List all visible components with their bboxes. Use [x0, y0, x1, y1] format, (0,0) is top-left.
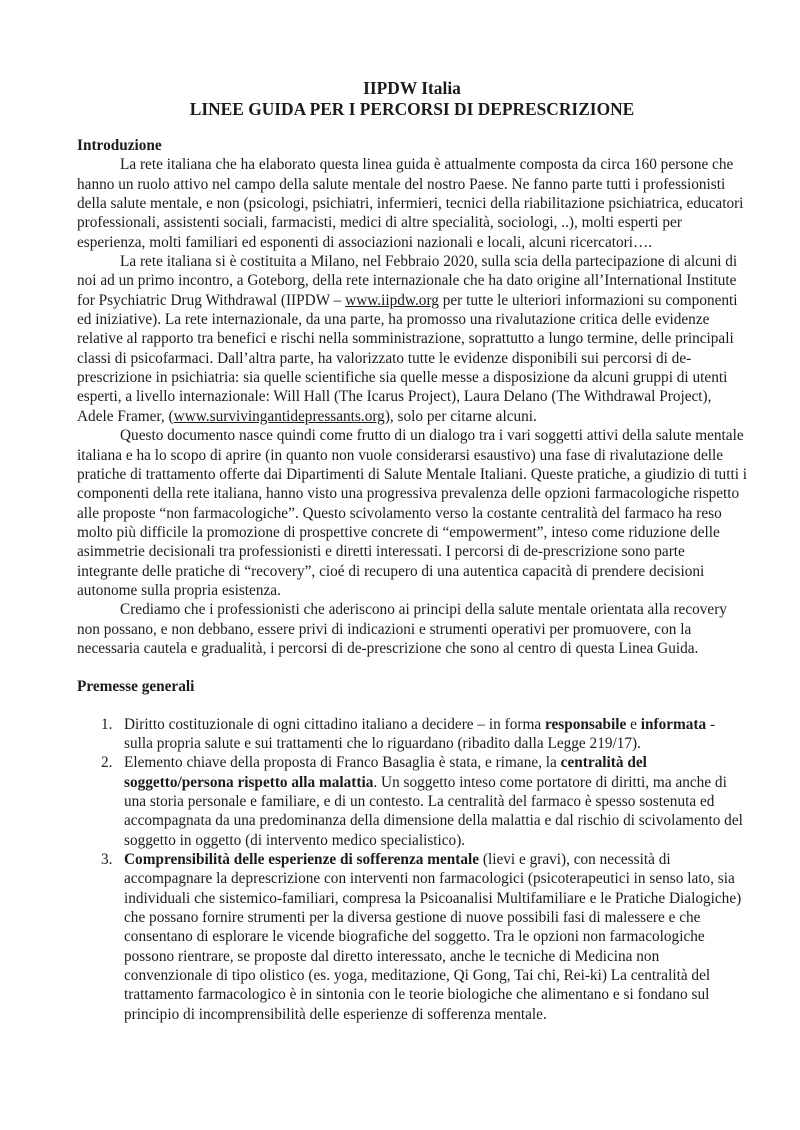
premise-text: Elemento chiave della proposta di Franco Basaglia è stata, e rimane, la	[124, 754, 561, 772]
premise-text: e	[626, 715, 641, 733]
premises-section	[77, 677, 747, 1024]
list-number: 2.	[101, 754, 113, 772]
premises-list	[77, 715, 747, 1025]
iipdw-link[interactable]: www.iipdw.org	[345, 291, 439, 309]
premises-heading: Premesse generali	[77, 678, 195, 696]
intro-p2-text-a: La rete italiana si è costituita a Milano, nel Febbraio 2020, sulla scia della partecipazione di alcuni di noi ad un primo incontro, a Goteborg, della rete internazionale che ha dato origine all’International Institute for Psychiatric Drug Withdrawal (IIPDW –	[77, 253, 738, 309]
premise-emphasis: informata	[640, 715, 707, 733]
premise-text: - sulla propria salute e sui trattamenti che lo riguardano (ribadito dalla Legge 219/17).	[124, 715, 716, 752]
title-line-1: IIPDW Italia	[363, 78, 461, 98]
spacer	[77, 697, 747, 715]
premise-item-2	[77, 753, 747, 850]
premise-item-3	[77, 850, 747, 1024]
introduction-section	[77, 136, 747, 658]
premise-emphasis: responsabile	[544, 715, 627, 733]
premise-emphasis: Comprensibilità delle esperienze di sofferenza mentale	[124, 851, 480, 869]
intro-p2-text-b: per tutte le ulteriori informazioni su componenti ed iniziative). La rete internazionale, da una parte, ha promosso una rivalutazione critica delle evidenze relative al rapporto tra benefici e rischi nella somministrazione, soprattutto a lungo termine, delle principali classi di psicofarmaci. Dall’altra parte, ha valorizzato tutte le evidenze disponibili sui percorsi di de-prescrizione in psichiatria: sia quelle scientifiche sia quelle messe a disposizione da alcuni gruppi di utenti esperti, a livello internazionale: Will Hall (The Icarus Project), Laura Delano (The Withdrawal Project), Adele Framer, (	[77, 291, 738, 425]
survivingantidepressants-link[interactable]: www.survivingantidepressants.org	[173, 407, 385, 425]
intro-paragraph-3: Questo documento nasce quindi come frutto di un dialogo tra i vari soggetti attivi della salute mentale italiana e ha lo scopo di aprire (in quanto non vuole considerarsi esaustivo) una fase di rivalutazione delle pratiche di trattamento offerte dai Dipartimenti di Salute Mentale Italiani. Queste pratiche, a giudizio di tutti i componenti della rete italiana, hanno visto una progressiva prevalenza delle opzioni farmacologiche rispetto alle proposte “non farmacologiche”. Questo scivolamento verso la costante centralità del farmaco ha reso molto più difficile la promozione di prospettive concrete di “empowerment”, inteso come riduzione delle asimmetrie decisionali tra professionisti e diretti interessati. I percorsi di de-prescrizione sono parte integrante delle pratiche di “recovery”, cioé di recupero di una autentica capacità di prendere decisioni autonome sulla propria esistenza.	[77, 427, 748, 599]
list-number: 3.	[101, 851, 113, 869]
document-page	[77, 78, 747, 1024]
intro-p2-text-c: ), solo per citarne alcuni.	[384, 407, 537, 425]
intro-paragraph-1: La rete italiana che ha elaborato questa linea guida è attualmente composta da circa 160 persone che hanno un ruolo attivo nel campo della salute mentale del nostro Paese. Ne fanno parte tutti i professionisti della salute mentale, e non (psicologi, psichiatri, infermieri, tecnici della riabilitazione psichiatrica, educatori professionali, assistenti sociali, farmacisti, medici di altre specialità, sociologi, ..), molti esperti per esperienza, molti familiari ed esponenti di associazioni nazionali e locali, alcuni ricercatori….	[77, 156, 744, 251]
intro-paragraph-2	[77, 252, 747, 426]
intro-paragraph-4: Crediamo che i professionisti che aderiscono ai principi della salute mentale orientata alla recovery non possano, e non debbano, essere privi di indicazioni e strumenti operativi per promuovere, con la necessaria cautela e gradualità, i percorsi di de-prescrizione che sono al centro di questa Linea Guida.	[77, 601, 727, 657]
introduction-heading: Introduzione	[77, 137, 162, 154]
title-line-2: LINEE GUIDA PER I PERCORSI DI DEPRESCRIZIONE	[189, 99, 635, 119]
spacer	[77, 658, 747, 677]
premise-emphasis: centralità del soggetto/persona rispetto alla malattia	[124, 754, 647, 791]
premise-text: . Un soggetto inteso come portatore di diritti, ma anche di una storia personale e familiare, e di un contesto. La centralità del farmaco è spesso sostenuta ed accompagnata da una predominanza della dimensione della malattia e dal rischio di scivolamento del soggetto in oggetto (di intervento medico specialistico).	[124, 773, 743, 849]
premise-text: (lievi e gravi), con necessità di accompagnare la deprescrizione con interventi non farmacologici (psicoterapeutici in senso lato, sia individuali che sistemico-familiari, compresa la Psicoanalisi Multifamiliare e le Pratiche Dialogiche) che possano fornire strumenti per la diversa gestione di nuove possibili fasi di malessere e che consentano di esplorare le vicende biografiche del soggetto. Tra le opzioni non farmacologiche possono rientrare, se proposte dal diretto interessato, anche le tecniche di Medicina non convenzionale di tipo olistico (es. yoga, meditazione, Qi Gong, Tai chi, Rei-ki) La centralità del trattamento farmacologico è in sintonia con le teorie biologiche che alimentano e si fondano sul principio di incomprensibilità delle esperienze di sofferenza mentale.	[124, 851, 742, 1023]
document-title	[77, 78, 747, 120]
premise-text: Diritto costituzionale di ogni cittadino italiano a decidere – in forma	[124, 715, 545, 733]
list-number: 1.	[101, 715, 113, 733]
premise-item-1	[77, 715, 747, 754]
